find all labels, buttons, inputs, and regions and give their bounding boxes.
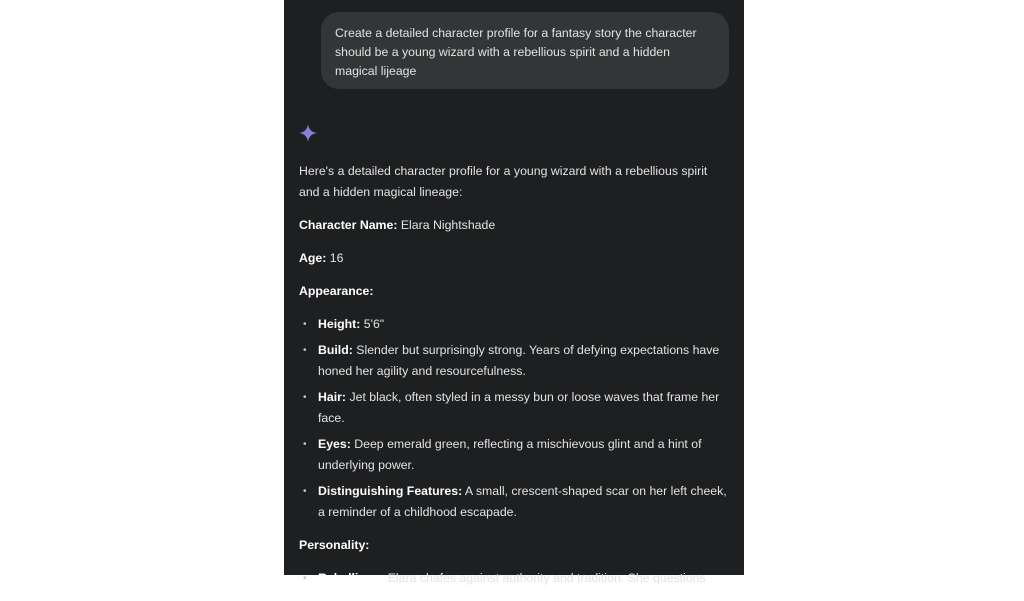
- list-item: • Rebellious: Elara chafes against authority and tradition. She questions: [299, 568, 731, 589]
- age-line: [299, 248, 731, 269]
- list-item: • Height: 5'6": [299, 314, 731, 335]
- age-label: Age:: [299, 251, 327, 265]
- character-name-value: Elara Nightshade: [400, 218, 496, 232]
- response-intro: Here's a detailed character profile for a young wizard with a rebellious spirit and a hidden magical lineage:: [299, 164, 708, 199]
- character-name-label: Character Name:: [299, 218, 398, 232]
- bullet-icon: •: [303, 392, 307, 403]
- bullet-icon: •: [303, 573, 307, 584]
- list-item: • Build: Slender but surprisingly strong. Years of defying expectations have honed her agility and resourcefulness.: [299, 340, 731, 382]
- character-name-line: [299, 215, 731, 236]
- list-item: • Distinguishing Features: A small, crescent-shaped scar on her left cheek, a reminder of a childhood escapade.: [299, 481, 731, 523]
- sparkle-icon: [298, 123, 318, 143]
- list-item: • Hair: Jet black, often styled in a messy bun or loose waves that frame her face.: [299, 387, 731, 429]
- age-value: 16: [329, 251, 344, 265]
- bullet-icon: •: [303, 345, 307, 356]
- appearance-list: [299, 314, 731, 523]
- user-message-text: Create a detailed character profile for a fantasy story the character should be a young wizard with a rebellious spirit and a hidden magical lijeage: [335, 26, 697, 78]
- chat-panel: [284, 0, 744, 585]
- appearance-heading: Appearance:: [299, 284, 374, 298]
- bullet-icon: •: [303, 486, 307, 497]
- user-message-bubble: [321, 12, 729, 89]
- personality-list: [299, 568, 731, 589]
- list-item: • Eyes: Deep emerald green, reflecting a mischievous glint and a hint of underlying power.: [299, 434, 731, 476]
- personality-heading: Personality:: [299, 538, 370, 552]
- bullet-icon: •: [303, 439, 307, 450]
- assistant-response: [299, 161, 731, 601]
- bullet-icon: •: [303, 319, 307, 330]
